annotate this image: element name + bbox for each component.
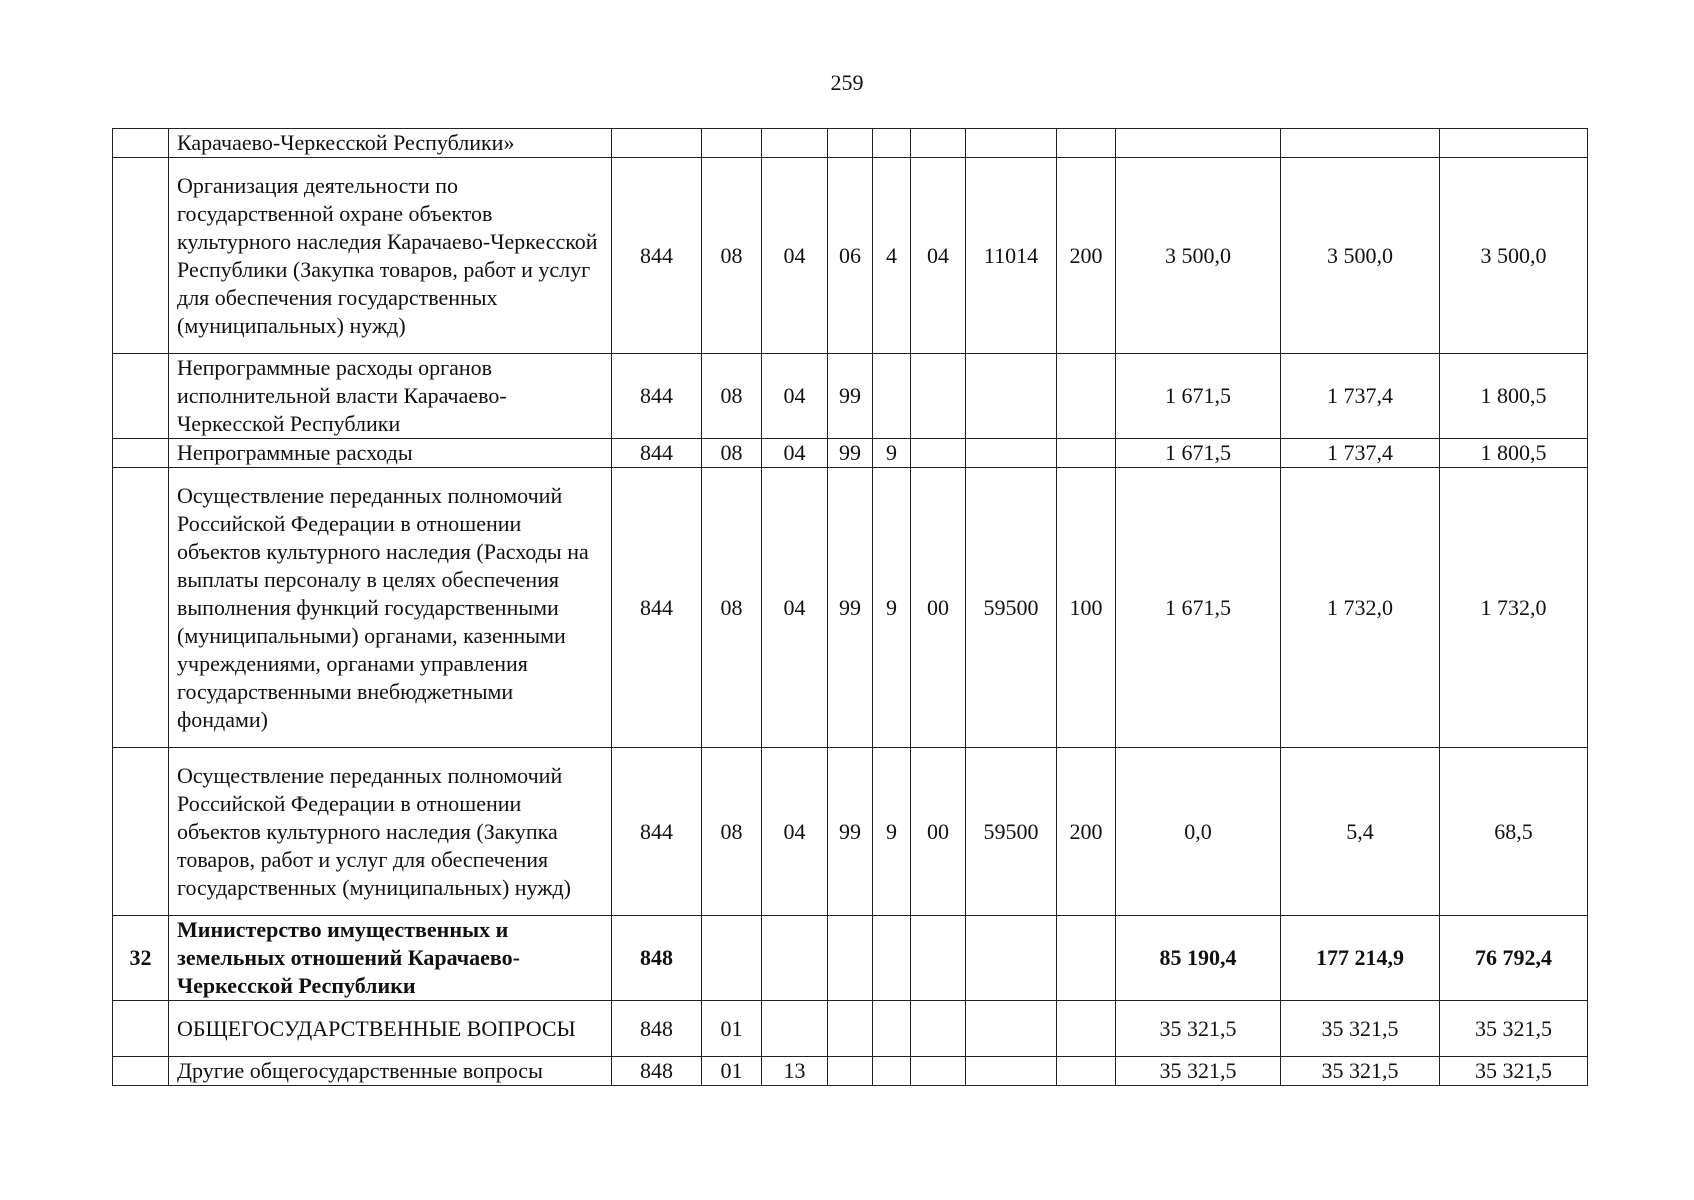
code-section-cell: 08	[702, 158, 762, 354]
code-section-cell	[702, 129, 762, 158]
table-row	[113, 1057, 1588, 1086]
value-year-2-cell: 1 737,4	[1281, 439, 1440, 468]
table-row	[113, 468, 1588, 748]
code-admin-cell: 844	[612, 439, 702, 468]
code-type-cell	[1057, 916, 1116, 1001]
table-row	[113, 158, 1588, 354]
value-year-2-cell: 177 214,9	[1281, 916, 1440, 1001]
item-name-cell: Другие общегосударственные вопросы	[169, 1057, 612, 1086]
code-subsection-cell	[762, 1001, 828, 1057]
code-expense-cell	[966, 439, 1057, 468]
code-subprogram-cell	[873, 1057, 911, 1086]
item-name-cell: Министерство имущественных и земельных отношений Карачаево-Черкесской Республики	[169, 916, 612, 1001]
table-row	[113, 748, 1588, 916]
code-admin-cell: 844	[612, 748, 702, 916]
code-program-cell	[828, 1001, 873, 1057]
table-row	[113, 439, 1588, 468]
value-year-2-cell: 1 737,4	[1281, 354, 1440, 439]
code-direction-cell	[911, 916, 966, 1001]
value-year-2-cell: 3 500,0	[1281, 158, 1440, 354]
value-year-2-cell: 5,4	[1281, 748, 1440, 916]
table-row	[113, 1001, 1588, 1057]
row-number-cell	[113, 158, 169, 354]
value-year-2-cell: 35 321,5	[1281, 1001, 1440, 1057]
row-number-cell	[113, 748, 169, 916]
code-subsection-cell: 13	[762, 1057, 828, 1086]
code-expense-cell: 59500	[966, 468, 1057, 748]
table-row	[113, 916, 1588, 1001]
code-program-cell: 06	[828, 158, 873, 354]
code-program-cell: 99	[828, 439, 873, 468]
item-name-cell: Осуществление переданных полномочий Российской Федерации в отношении объектов культурного наследия (Закупка товаров, работ и услуг для обеспечения государственных (муниципальных) нужд)	[169, 748, 612, 916]
row-number-cell	[113, 439, 169, 468]
item-name-cell: Карачаево-Черкесской Республики»	[169, 129, 612, 158]
code-type-cell	[1057, 439, 1116, 468]
code-program-cell: 99	[828, 354, 873, 439]
item-name-cell: Непрограммные расходы	[169, 439, 612, 468]
row-number-cell	[113, 129, 169, 158]
value-year-2-cell: 35 321,5	[1281, 1057, 1440, 1086]
code-subprogram-cell	[873, 354, 911, 439]
code-subsection-cell	[762, 129, 828, 158]
value-year-1-cell: 1 671,5	[1116, 439, 1281, 468]
code-admin-cell	[612, 129, 702, 158]
value-year-3-cell: 35 321,5	[1440, 1057, 1588, 1086]
code-expense-cell: 11014	[966, 158, 1057, 354]
code-type-cell	[1057, 1001, 1116, 1057]
table-row	[113, 129, 1588, 158]
table-row	[113, 354, 1588, 439]
code-subprogram-cell	[873, 1001, 911, 1057]
item-name-cell: ОБЩЕГОСУДАРСТВЕННЫЕ ВОПРОСЫ	[169, 1001, 612, 1057]
code-section-cell: 01	[702, 1057, 762, 1086]
code-subprogram-cell	[873, 129, 911, 158]
item-name-cell: Организация деятельности по государственной охране объектов культурного наследия Карачаево-Черкесской Республики (Закупка товаров, работ и услуг для обеспечения государственных (муниципальных) нужд)	[169, 158, 612, 354]
code-admin-cell: 848	[612, 916, 702, 1001]
value-year-1-cell: 35 321,5	[1116, 1057, 1281, 1086]
code-direction-cell	[911, 354, 966, 439]
code-type-cell: 100	[1057, 468, 1116, 748]
code-subsection-cell: 04	[762, 748, 828, 916]
value-year-1-cell: 35 321,5	[1116, 1001, 1281, 1057]
value-year-3-cell: 68,5	[1440, 748, 1588, 916]
value-year-1-cell: 1 671,5	[1116, 354, 1281, 439]
code-type-cell: 200	[1057, 748, 1116, 916]
code-section-cell: 01	[702, 1001, 762, 1057]
code-direction-cell	[911, 1001, 966, 1057]
code-section-cell: 08	[702, 468, 762, 748]
code-direction-cell: 04	[911, 158, 966, 354]
code-expense-cell	[966, 354, 1057, 439]
code-type-cell: 200	[1057, 158, 1116, 354]
value-year-2-cell	[1281, 129, 1440, 158]
value-year-3-cell: 1 732,0	[1440, 468, 1588, 748]
value-year-1-cell: 0,0	[1116, 748, 1281, 916]
code-subprogram-cell: 9	[873, 439, 911, 468]
row-number-cell	[113, 468, 169, 748]
page-number: 259	[830, 70, 864, 95]
code-section-cell	[702, 916, 762, 1001]
budget-table	[112, 128, 1588, 1086]
code-admin-cell: 844	[612, 468, 702, 748]
code-subsection-cell	[762, 916, 828, 1001]
value-year-1-cell: 1 671,5	[1116, 468, 1281, 748]
code-admin-cell: 844	[612, 354, 702, 439]
code-subprogram-cell: 9	[873, 468, 911, 748]
row-number-cell	[113, 1057, 169, 1086]
code-type-cell	[1057, 1057, 1116, 1086]
value-year-3-cell	[1440, 129, 1588, 158]
code-admin-cell: 848	[612, 1001, 702, 1057]
item-name-cell: Осуществление переданных полномочий Российской Федерации в отношении объектов культурного наследия (Расходы на выплаты персоналу в целях обеспечения выполнения функций государственными (муниципальными) органами, казенными учреждениями, органами управления государственными внебюджетными фондами)	[169, 468, 612, 748]
value-year-1-cell: 3 500,0	[1116, 158, 1281, 354]
code-subsection-cell: 04	[762, 439, 828, 468]
code-direction-cell	[911, 1057, 966, 1086]
code-section-cell: 08	[702, 439, 762, 468]
code-subsection-cell: 04	[762, 158, 828, 354]
code-subprogram-cell	[873, 916, 911, 1001]
code-subprogram-cell: 9	[873, 748, 911, 916]
row-number-cell: 32	[113, 916, 169, 1001]
code-program-cell: 99	[828, 748, 873, 916]
value-year-3-cell: 1 800,5	[1440, 439, 1588, 468]
code-expense-cell	[966, 1057, 1057, 1086]
value-year-3-cell: 3 500,0	[1440, 158, 1588, 354]
code-direction-cell	[911, 129, 966, 158]
code-expense-cell	[966, 916, 1057, 1001]
value-year-2-cell: 1 732,0	[1281, 468, 1440, 748]
code-subsection-cell: 04	[762, 354, 828, 439]
code-program-cell	[828, 1057, 873, 1086]
code-type-cell	[1057, 129, 1116, 158]
code-program-cell: 99	[828, 468, 873, 748]
code-admin-cell: 844	[612, 158, 702, 354]
code-program-cell	[828, 916, 873, 1001]
code-section-cell: 08	[702, 748, 762, 916]
row-number-cell	[113, 1001, 169, 1057]
code-type-cell	[1057, 354, 1116, 439]
code-expense-cell	[966, 1001, 1057, 1057]
value-year-3-cell: 76 792,4	[1440, 916, 1588, 1001]
code-program-cell	[828, 129, 873, 158]
value-year-3-cell: 35 321,5	[1440, 1001, 1588, 1057]
code-direction-cell: 00	[911, 748, 966, 916]
code-subprogram-cell: 4	[873, 158, 911, 354]
code-section-cell: 08	[702, 354, 762, 439]
code-expense-cell	[966, 129, 1057, 158]
row-number-cell	[113, 354, 169, 439]
item-name-cell: Непрограммные расходы органов исполнительной власти Карачаево-Черкесской Республики	[169, 354, 612, 439]
code-admin-cell: 848	[612, 1057, 702, 1086]
value-year-3-cell: 1 800,5	[1440, 354, 1588, 439]
code-direction-cell: 00	[911, 468, 966, 748]
code-direction-cell	[911, 439, 966, 468]
code-expense-cell: 59500	[966, 748, 1057, 916]
value-year-1-cell: 85 190,4	[1116, 916, 1281, 1001]
code-subsection-cell: 04	[762, 468, 828, 748]
value-year-1-cell	[1116, 129, 1281, 158]
